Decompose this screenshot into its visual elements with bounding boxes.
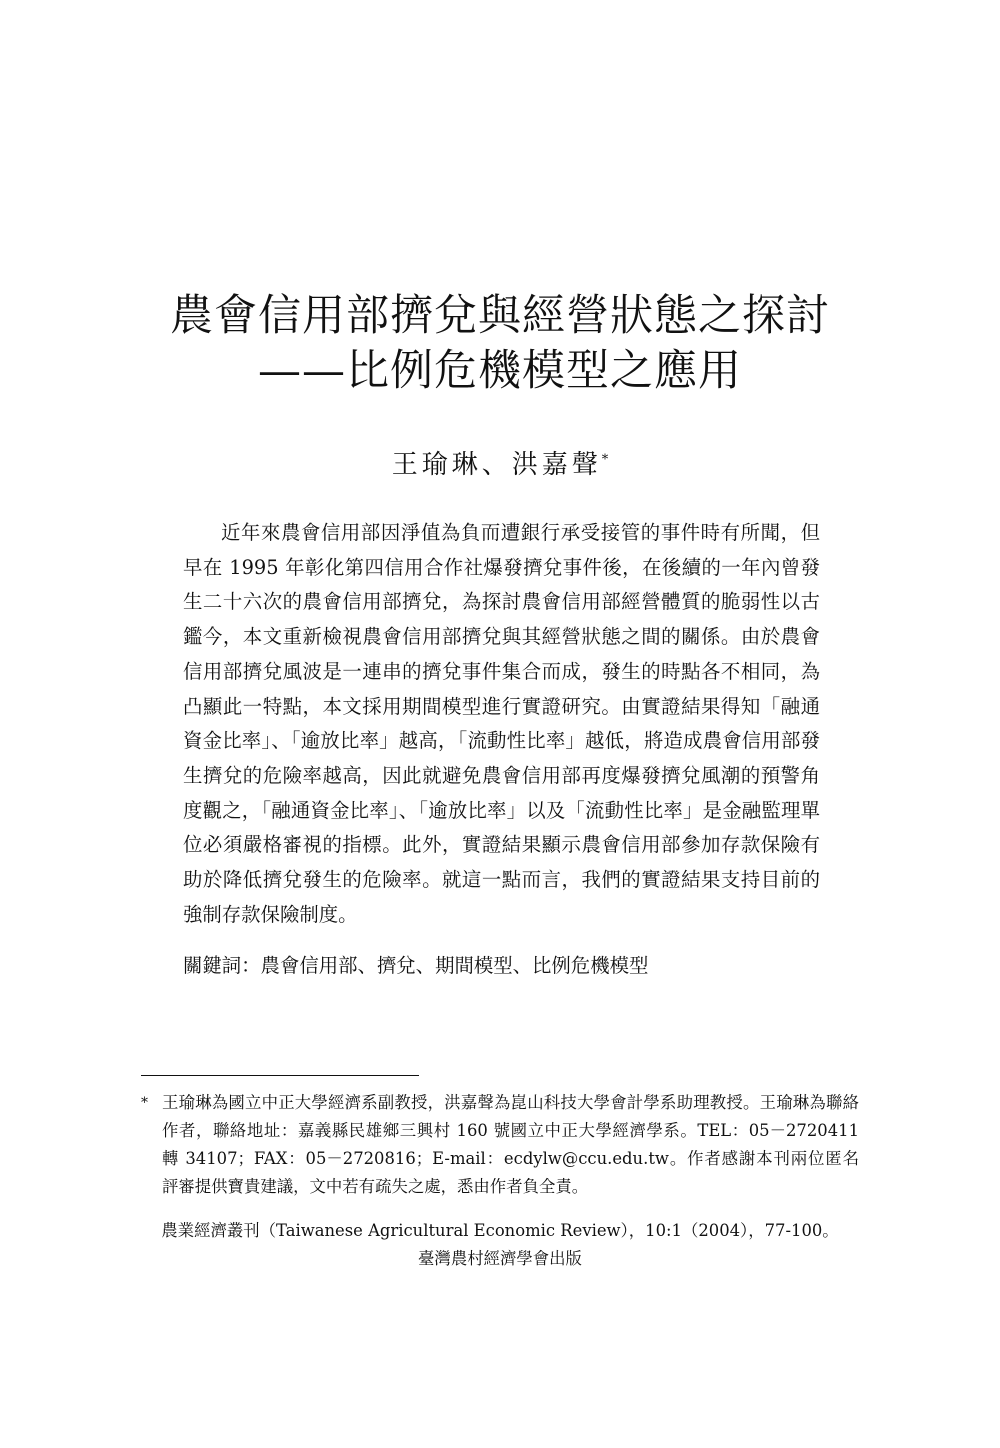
paper-title-line-1: 農會信用部擠兌與經營狀態之探討 — [170, 291, 830, 341]
abstract-paragraph: 近年來農會信用部因淨值為負而遭銀行承受接管的事件時有所聞，但早在 1995 年彰化第四信用合作社爆發擠兌事件後，在後續的一年內曾發生二十六次的農會信用部擠兌，為探討農會信用部經營體質的脆弱性以古鑑今，本文重新檢視農會信用部擠兌與其經營狀態之間的關係。由於農會信用部擠兌風波是一連串的擠兌事件集合而成，發生的時點各不相同，為凸顯此一特點，本文採用期間模型進行實證研究。由實證結果得知「融通資金比率」、「逾放比率」越高，「流動性比率」越低，將造成農會信用部發生擠兌的危險率越高，因此就避免農會信用部再度爆發擠兌風潮的預警角度觀之，「融通資金比率」、「逾放比率」以及「流動性比率」是金融監理單位必須嚴格審視的指標。此外，實證結果顯示農會信用部參加存款保險有助於降低擠兌發生的危險率。就這一點而言，我們的實證結果支持目前的強制存款保險制度。 — [183, 521, 820, 926]
author-footnote — [141, 1089, 859, 1201]
footnote-text: 王瑜琳為國立中正大學經濟系副教授，洪嘉聲為崑山科技大學會計學系助理教授。王瑜琳為聯絡作者，聯絡地址：嘉義縣民雄鄉三興村 160 號國立中正大學經濟學系。TEL：05－2720411 轉 34107；FAX：05－2720816；E-mail：ecdylw@ccu.edu.tw。作者感謝本刊兩位匿名評審提供寶貴建議，文中若有疏失之處，悉由作者負全責。 — [162, 1093, 859, 1196]
keywords-line: 關鍵詞：農會信用部、擠兌、期間模型、比例危機模型 — [183, 954, 649, 977]
paper-title-line-2: ——比例危機模型之應用 — [258, 346, 742, 396]
footnote-divider — [141, 1075, 419, 1076]
footnote-mark: * — [141, 1095, 148, 1111]
journal-citation: 農業經濟叢刊（Taiwanese Agricultural Economic Review），10:1（2004），77-100。 — [161, 1221, 839, 1240]
publisher-line: 臺灣農村經濟學會出版 — [418, 1249, 582, 1268]
author-footnote-mark: * — [601, 452, 609, 468]
author-names: 王瑜琳、洪嘉聲 — [391, 450, 602, 480]
author-line — [0, 444, 1000, 481]
